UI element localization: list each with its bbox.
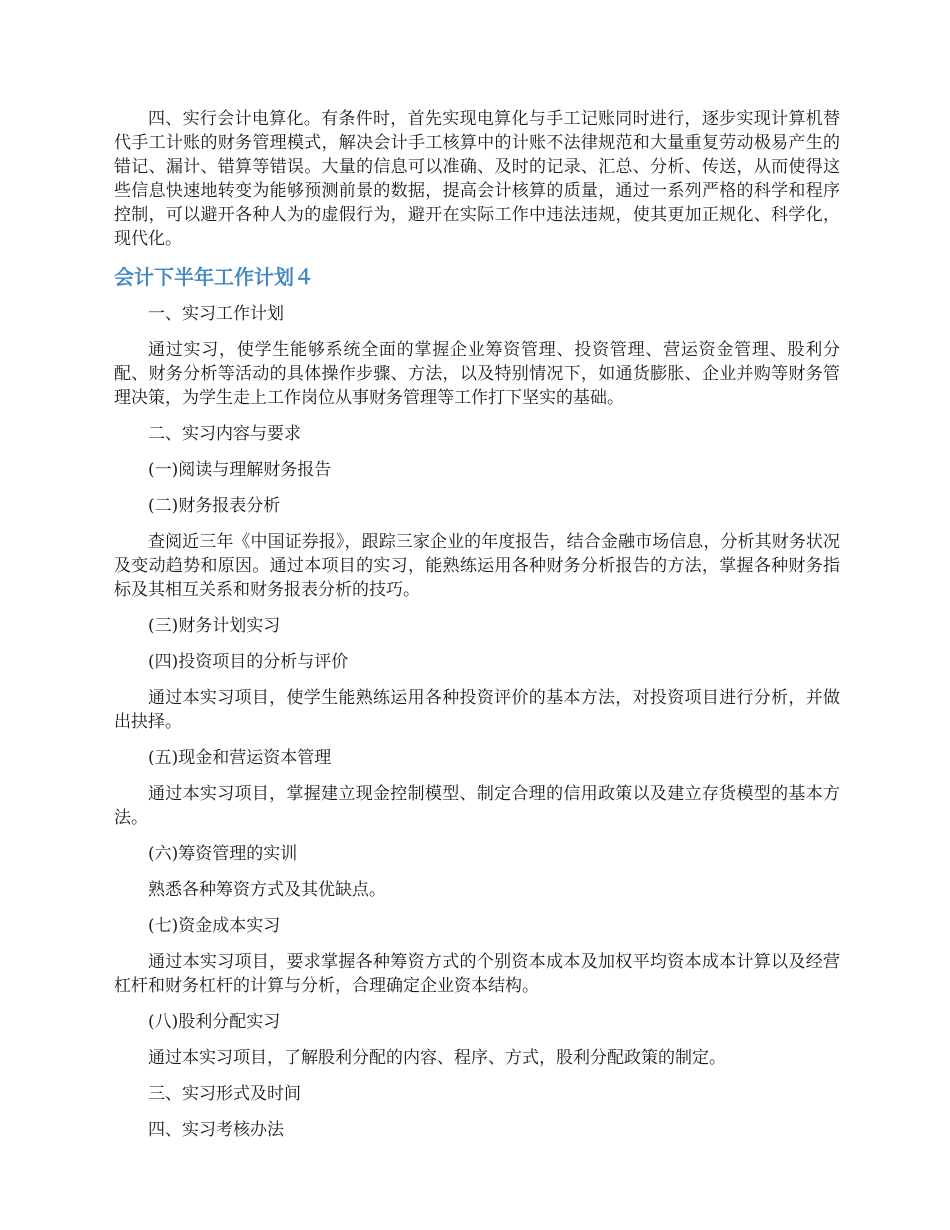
item-7-heading: (七)资金成本实习	[148, 916, 281, 936]
item-6-heading: (六)筹资管理的实训	[148, 844, 298, 864]
item-8-heading: (八)股利分配实习	[148, 1012, 281, 1032]
item-1-heading: (一)阅读与理解财务报告	[148, 460, 332, 480]
practice-plan-text: 通过实习，使学生能够系统全面的掌握企业筹资管理、投资管理、营运资金管理、股利分配、财务分析等活动的具体操作步骤、方法，以及特别情况下，如通货膨胀、企业并购等财务管理决策，为学生走上工作岗位从事财务管理等工作打下坚实的基础。	[114, 340, 840, 408]
item-5-heading: (五)现金和营运资本管理	[148, 748, 332, 768]
item-2-heading: (二)财务报表分析	[148, 496, 281, 516]
item-7-text: 通过本实习项目，要求掌握各种筹资方式的个别资本成本及加权平均资本成本计算以及经营杠杆和财务杠杆的计算与分析，合理确定企业资本结构。	[114, 952, 840, 996]
item-5-text: 通过本实习项目，掌握建立现金控制模型、制定合理的信用政策以及建立存货模型的基本方法。	[114, 784, 840, 828]
item-3-heading: (三)财务计划实习	[148, 616, 281, 636]
assessment-heading: 四、实习考核办法	[148, 1120, 284, 1140]
content-requirements-heading: 二、实习内容与要求	[148, 424, 301, 444]
practice-plan-heading: 一、实习工作计划	[148, 304, 284, 324]
intro-paragraph: 四、实行会计电算化。有条件时，首先实现电算化与手工记账同时进行，逐步实现计算机替代手工计账的财务管理模式，解决会计手工核算中的计账不法律规范和大量重复劳动极易产生的错记、漏计、错算等错误。大量的信息可以准确、及时的记录、汇总、分析、传送，从而使得这些信息快速地转变为能够预测前景的数据，提高会计核算的质量，通过一系列严格的科学和程序控制，可以避开各种人为的虚假行为，避开在实际工作中违法违规，使其更加正规化、科学化，现代化。	[114, 109, 840, 249]
item-6-text: 熟悉各种筹资方式及其优缺点。	[148, 880, 386, 900]
section-title: 会计下半年工作计划４	[114, 265, 314, 289]
item-4-text: 通过本实习项目，使学生能熟练运用各种投资评价的基本方法，对投资项目进行分析，并做出抉择。	[114, 688, 840, 732]
item-8-text: 通过本实习项目，了解股利分配的内容、程序、方式，股利分配政策的制定。	[148, 1048, 726, 1068]
form-and-time-heading: 三、实习形式及时间	[148, 1084, 301, 1104]
item-2-text: 查阅近三年《中国证券报》，跟踪三家企业的年度报告，结合金融市场信息，分析其财务状况及变动趋势和原因。通过本项目的实习，能熟练运用各种财务分析报告的方法，掌握各种财务指标及其相互关系和财务报表分析的技巧。	[114, 532, 840, 600]
document-page	[114, 107, 840, 1154]
item-4-heading: (四)投资项目的分析与评价	[148, 652, 349, 672]
